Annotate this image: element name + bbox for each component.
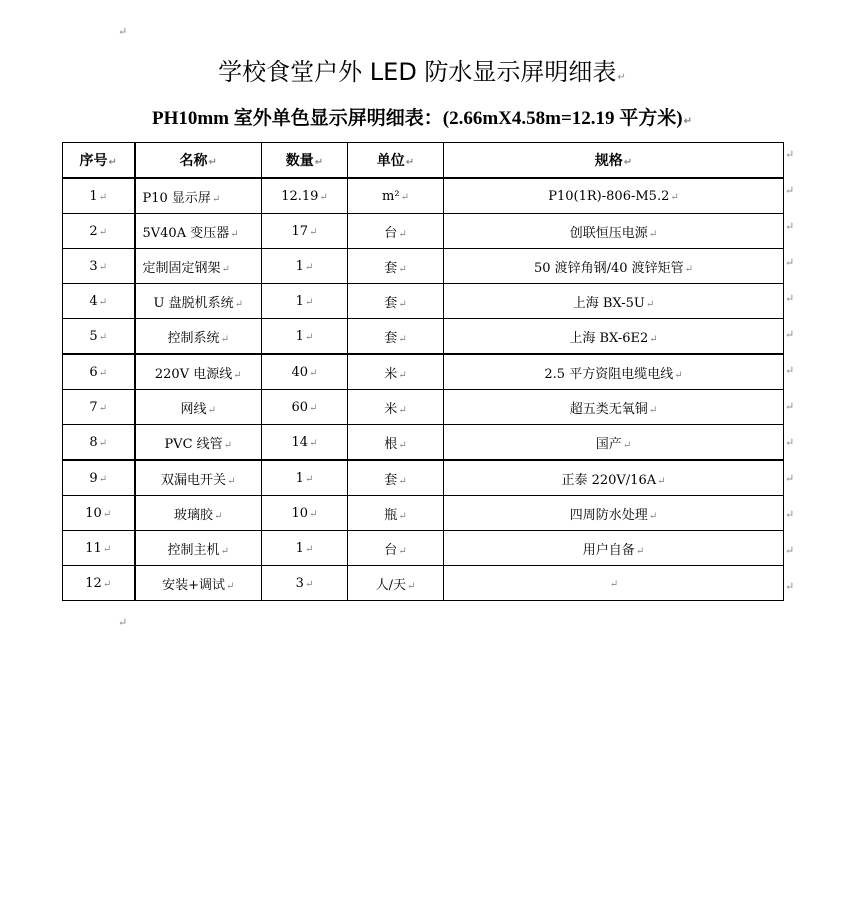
cell-unit: 米↵	[348, 390, 444, 425]
cell-spec: 超五类无氧铜↵	[444, 390, 784, 425]
cell-spec: 正泰 220V/16A↵	[444, 460, 784, 496]
cell-name: 5V40A 变压器↵	[135, 214, 262, 249]
cell-name: 安装+调试↵	[135, 566, 262, 601]
paragraph-mark: ↵	[407, 580, 416, 592]
paragraph-mark: ↵	[398, 298, 407, 310]
header-cell-no: 序号↵	[63, 143, 135, 179]
cell-name: 控制系统↵	[135, 319, 262, 355]
cell-spec: 2.5 平方资阻电缆电线↵	[444, 354, 784, 390]
paragraph-mark: ↵	[98, 296, 108, 308]
row-end-mark: ↵	[785, 292, 795, 305]
cell-unit: 台↵	[348, 531, 444, 566]
table-row	[63, 460, 784, 496]
paragraph-mark: ↵	[211, 193, 221, 205]
paragraph-mark: ↵	[309, 402, 318, 414]
paragraph-mark: ↵	[98, 367, 108, 379]
table-row	[63, 496, 784, 531]
cell-qty: 1↵	[262, 531, 348, 566]
table-row	[63, 390, 784, 425]
paragraph-mark: ↵	[227, 475, 236, 487]
cell-name: U 盘脱机系统↵	[135, 284, 262, 319]
paragraph-mark: ↵	[635, 545, 645, 557]
cell-name: PVC 线管↵	[135, 425, 262, 461]
paragraph-mark: ↵	[609, 578, 619, 590]
cell-unit: 套↵	[348, 319, 444, 355]
row-end-mark: ↵	[785, 544, 795, 557]
row-end-mark: ↵	[785, 508, 795, 521]
header-cell-name: 名称↵	[135, 143, 262, 179]
header-cell-qty: 数量↵	[262, 143, 348, 179]
row-end-mark: ↵	[785, 436, 795, 449]
paragraph-mark: ↵	[118, 616, 128, 629]
cell-qty: 17↵	[262, 214, 348, 249]
cell-name: 220V 电源线↵	[135, 354, 262, 390]
cell-spec: 上海 BX-5U↵	[444, 284, 784, 319]
cell-unit: 瓶↵	[348, 496, 444, 531]
row-end-mark: ↵	[785, 328, 795, 341]
paragraph-mark: ↵	[102, 543, 112, 555]
table-row	[63, 284, 784, 319]
paragraph-mark: ↵	[304, 543, 314, 555]
document-title	[0, 56, 844, 94]
cell-no: 8↵	[63, 425, 135, 461]
paragraph-mark: ↵	[398, 333, 407, 345]
cell-spec	[444, 566, 784, 601]
cell-no: 2↵	[63, 214, 135, 249]
paragraph-mark: ↵	[207, 404, 216, 416]
paragraph-mark: ↵	[304, 473, 314, 485]
paragraph-mark: ↵	[398, 369, 407, 381]
paragraph-mark: ↵	[221, 263, 230, 275]
paragraph-mark: ↵	[220, 333, 229, 345]
paragraph-mark: ↵	[645, 298, 655, 310]
paragraph-mark: ↵	[98, 437, 108, 449]
document-title-text: 学校食堂户外 LED 防水显示屏明细表	[218, 58, 617, 86]
cell-name: 控制主机↵	[135, 531, 262, 566]
table-row	[63, 354, 784, 390]
paragraph-mark: ↵	[230, 228, 239, 240]
paragraph-mark: ↵	[98, 261, 108, 273]
cell-unit: 套↵	[348, 284, 444, 319]
cell-qty: 60↵	[262, 390, 348, 425]
cell-no: 5↵	[63, 319, 135, 355]
paragraph-mark: ↵	[98, 226, 108, 238]
paragraph-mark: ↵	[234, 298, 243, 310]
paragraph-mark: ↵	[304, 578, 314, 590]
paragraph-mark: ↵	[319, 191, 328, 203]
table-header-row	[63, 143, 784, 179]
cell-spec: 四周防水处理↵	[444, 496, 784, 531]
paragraph-mark: ↵	[398, 439, 407, 451]
row-end-mark: ↵	[785, 220, 795, 233]
paragraph-mark: ↵	[304, 296, 314, 308]
paragraph-mark: ↵	[304, 331, 314, 343]
cell-spec: 上海 BX-6E2↵	[444, 319, 784, 355]
paragraph-mark: ↵	[223, 439, 233, 451]
cell-no: 3↵	[63, 249, 135, 284]
paragraph-mark: ↵	[214, 510, 223, 522]
cell-qty: 1↵	[262, 284, 348, 319]
row-end-mark: ↵	[785, 148, 795, 161]
cell-no: 11↵	[63, 531, 135, 566]
row-end-mark: ↵	[785, 472, 795, 485]
row-end-mark: ↵	[785, 184, 795, 197]
detail-table	[62, 142, 784, 601]
table-row	[63, 178, 784, 214]
table-row	[63, 319, 784, 355]
cell-qty: 3↵	[262, 566, 348, 601]
paragraph-mark: ↵	[617, 72, 626, 83]
row-end-mark: ↵	[785, 580, 795, 593]
row-end-mark: ↵	[785, 256, 795, 269]
paragraph-mark: ↵	[98, 473, 108, 485]
table-subtitle	[0, 106, 844, 135]
cell-qty: 40↵	[262, 354, 348, 390]
cell-qty: 1↵	[262, 460, 348, 496]
cell-spec: P10(1R)-806-M5.2↵	[444, 178, 784, 214]
paragraph-mark: ↵	[220, 545, 229, 557]
paragraph-mark: ↵	[670, 191, 679, 203]
cell-name: P10 显示屏↵	[135, 178, 262, 214]
table-row	[63, 566, 784, 601]
cell-unit: 根↵	[348, 425, 444, 461]
paragraph-mark: ↵	[309, 508, 318, 520]
cell-unit: 米↵	[348, 354, 444, 390]
cell-no: 9↵	[63, 460, 135, 496]
paragraph-mark: ↵	[304, 261, 314, 273]
table-row	[63, 531, 784, 566]
paragraph-mark: ↵	[118, 25, 128, 38]
table-subtitle-text: PH10mm 室外单色显示屏明细表：(2.66mX4.58m=12.19 平方米)	[151, 108, 683, 129]
paragraph-mark: ↵	[98, 402, 108, 414]
row-end-mark: ↵	[785, 400, 795, 413]
table-row	[63, 249, 784, 284]
cell-no: 12↵	[63, 566, 135, 601]
cell-name: 双漏电开关↵	[135, 460, 262, 496]
paragraph-mark: ↵	[398, 510, 407, 522]
cell-name: 定制固定钢架↵	[135, 249, 262, 284]
cell-no: 4↵	[63, 284, 135, 319]
cell-unit: 套↵	[348, 460, 444, 496]
cell-unit: m²↵	[348, 178, 444, 214]
paragraph-mark: ↵	[102, 508, 112, 520]
cell-spec: 创联恒压电源↵	[444, 214, 784, 249]
paragraph-mark: ↵	[309, 437, 318, 449]
cell-qty: 1↵	[262, 319, 348, 355]
cell-qty: 1↵	[262, 249, 348, 284]
paragraph-mark: ↵	[398, 475, 407, 487]
table-body	[63, 178, 784, 601]
paragraph-mark: ↵	[98, 331, 108, 343]
cell-spec: 用户自备↵	[444, 531, 784, 566]
cell-spec: 国产↵	[444, 425, 784, 461]
header-cell-spec: 规格↵	[444, 143, 784, 179]
row-end-mark: ↵	[785, 364, 795, 377]
cell-qty: 14↵	[262, 425, 348, 461]
paragraph-mark: ↵	[398, 545, 407, 557]
paragraph-mark: ↵	[648, 510, 658, 522]
cell-name: 网线↵	[135, 390, 262, 425]
paragraph-mark: ↵	[226, 580, 235, 592]
paragraph-mark: ↵	[657, 475, 666, 487]
paragraph-mark: ↵	[309, 367, 318, 379]
paragraph-mark: ↵	[233, 369, 242, 381]
paragraph-mark: ↵	[674, 369, 683, 381]
paragraph-mark: ↵	[648, 404, 658, 416]
table-row	[63, 425, 784, 461]
paragraph-mark: ↵	[400, 191, 409, 203]
cell-name: 玻璃胶↵	[135, 496, 262, 531]
cell-qty: 10↵	[262, 496, 348, 531]
paragraph-mark: ↵	[98, 191, 108, 203]
cell-no: 1↵	[63, 178, 135, 214]
paragraph-mark: ↵	[649, 333, 658, 345]
table-row	[63, 214, 784, 249]
cell-no: 10↵	[63, 496, 135, 531]
paragraph-mark: ↵	[683, 116, 693, 127]
cell-unit: 台↵	[348, 214, 444, 249]
paragraph-mark: ↵	[398, 228, 407, 240]
paragraph-mark: ↵	[648, 228, 658, 240]
paragraph-mark: ↵	[102, 578, 112, 590]
cell-unit: 人/天↵	[348, 566, 444, 601]
paragraph-mark: ↵	[684, 263, 694, 275]
cell-no: 7↵	[63, 390, 135, 425]
cell-no: 6↵	[63, 354, 135, 390]
paragraph-mark: ↵	[309, 226, 318, 238]
cell-qty: 12.19↵	[262, 178, 348, 214]
paragraph-mark: ↵	[622, 439, 632, 451]
paragraph-mark: ↵	[398, 404, 407, 416]
cell-spec: 50 渡锌角钢/40 渡锌矩管↵	[444, 249, 784, 284]
cell-unit: 套↵	[348, 249, 444, 284]
header-cell-unit: 单位↵	[348, 143, 444, 179]
paragraph-mark: ↵	[398, 263, 407, 275]
